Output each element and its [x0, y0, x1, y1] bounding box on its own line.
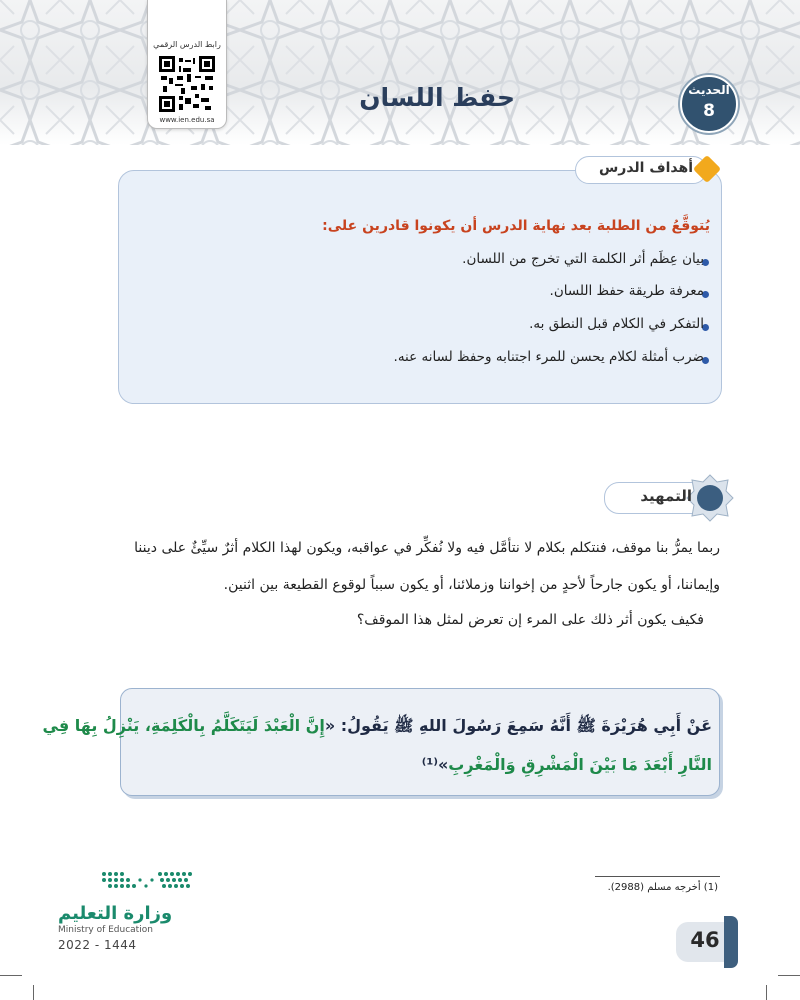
ministry-logo-icon: [100, 866, 194, 892]
hadith-narrator: عَنْ أَبِي هُرَيْرَةَ ﷺ أَنَّهُ سَمِعَ رَسُولَ اللهِ ﷺ يَقُولُ: «: [324, 716, 712, 735]
hadith-circle: [680, 75, 738, 133]
hadith-closing: »⁽¹⁾: [421, 755, 449, 774]
crop-mark: [778, 975, 800, 976]
hadith-line-2: [422, 755, 712, 774]
crop-mark: [766, 985, 767, 1000]
objective-item: بيان عِظَم أثر الكلمة التي تخرج من اللسان.: [462, 251, 704, 267]
qr-url[interactable]: www.ien.edu.sa: [159, 116, 215, 124]
octagon-star-icon: [686, 474, 734, 522]
page-number: 46: [690, 928, 720, 952]
objectives-intro: يُتوقَّعُ من الطلبة بعد نهاية الدرس أن يكونوا قادرين على:: [322, 218, 710, 234]
objectives-tab: [575, 154, 723, 184]
intro-line: وإيماننا، أو يكون جارحاً لأحدٍ من إخواننا وزملائنا، أو يكون سبباً لوقوع القطيعة بين اثنين.: [223, 577, 720, 593]
hadith-number: 8: [703, 101, 715, 121]
intro-line: ربما يمرُّ بنا موقف، فنتكلم بكلام لا نتأمَّل فيه ولا نُفكِّر في عواقبه، ويكون لهذا الكلام أثرٌ سيِّئٌ على ديننا: [134, 540, 720, 556]
footnote-rule: [595, 876, 720, 877]
page-title: حفظ اللسان: [359, 83, 515, 112]
objective-item: التفكر في الكلام قبل النطق به.: [529, 316, 704, 332]
intro-line: فكيف يكون أثر ذلك على المرء إن تعرض لمثل هذا الموقف؟: [356, 612, 704, 628]
objective-item: ضرب أمثلة لكلام يحسن للمرء اجتنابه وحفظ لسانه عنه.: [393, 349, 704, 365]
introduction-heading: التمهيد: [640, 487, 692, 505]
hadith-text: النَّارِ أَبْعَدَ مَا بَيْنَ الْمَشْرِقِ وَالْمَغْرِبِ: [448, 755, 712, 774]
ministry-name-arabic: وزارة التعليم: [58, 903, 173, 924]
hadith-text: إِنَّ الْعَبْدَ لَيَتَكَلَّمُ بِالْكَلِمَةِ، يَنْزِلُ بِهَا فِي: [42, 716, 325, 735]
qr-card[interactable]: [147, 0, 227, 129]
edition-year: 2022 - 1444: [58, 938, 137, 952]
ministry-name-english: Ministry of Education: [58, 925, 153, 935]
hadith-line-1: [43, 716, 712, 739]
objective-item: معرفة طريقة حفظ اللسان.: [549, 283, 704, 299]
hadith-quote-box: [120, 688, 720, 796]
crop-mark: [33, 985, 34, 1000]
objectives-heading: أهداف الدرس: [598, 160, 693, 176]
footnote: (1) أخرجه مسلم (2988).: [607, 882, 718, 893]
qr-label: رابط الدرس الرقمي: [153, 40, 221, 49]
crop-mark: [0, 975, 22, 976]
qr-code-icon[interactable]: [159, 56, 215, 112]
hadith-badge: [672, 75, 742, 127]
hadith-word: الحديث: [688, 83, 730, 97]
